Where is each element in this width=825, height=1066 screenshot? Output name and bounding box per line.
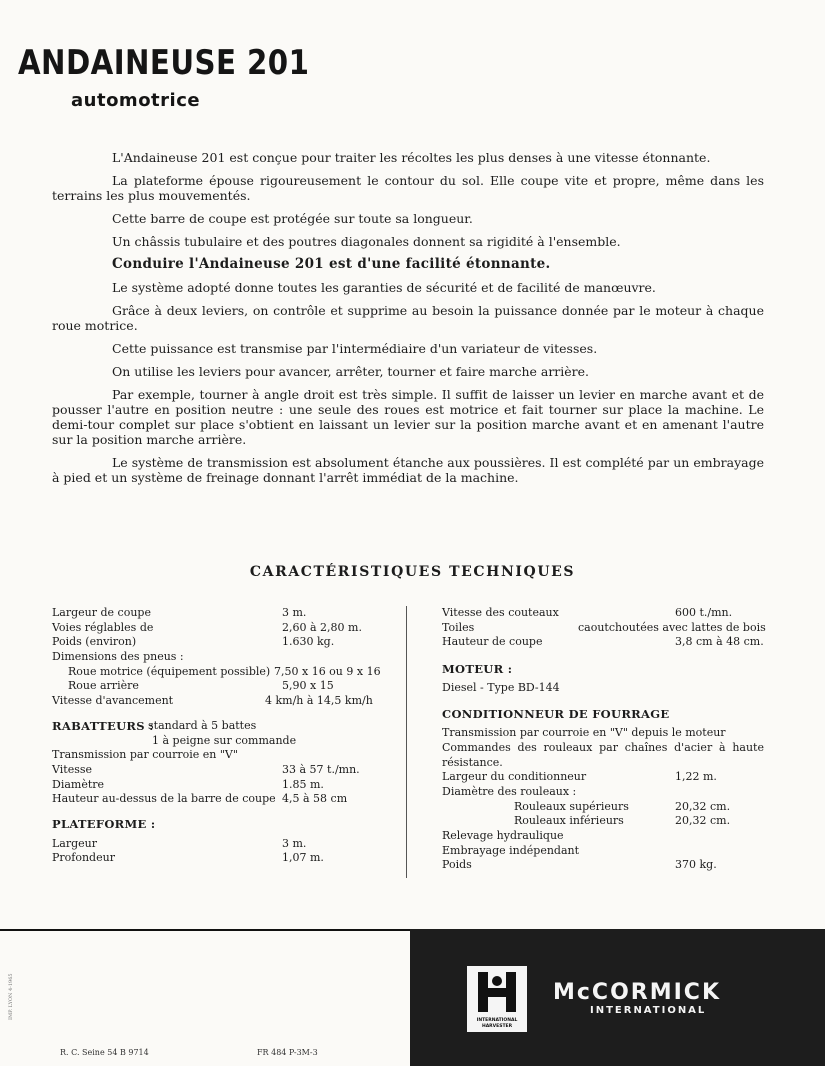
moteur-row [442,662,767,677]
intro-paragraph: Grâce à deux leviers, on contrôle et supprime au besoin la puissance donnée par le moteur à chaque roue motrice. [52,303,764,333]
spec-row [442,800,767,815]
spec-label: Transmission par courroie en "V" [52,748,238,762]
rabatteurs-row [52,719,382,734]
spec-value: 3 m. [282,606,307,619]
spec-value: 370 kg. [675,858,717,872]
intro-paragraph: La plateforme épouse rigoureusement le contour du sol. Elle coupe vite et propre, même dans les terrains les plus mouvementés. [52,173,764,203]
spec-label: Rouleaux inférieurs [514,814,624,828]
spec-label: Poids (environ) [52,635,137,649]
moteur-heading: MOTEUR : [442,662,513,677]
brand-name: McCORMICK [553,980,721,1005]
spec-label: Voies réglables de [52,620,154,634]
rabatteurs-line: 1 à peigne sur commande [152,733,297,747]
spec-row [52,694,382,709]
intro-paragraph: Par exemple, tourner à angle droit est très simple. Il suffit de laisser un levier en marche avant et de pousser l'autre en position neutre : une seule des roues est motrice et fait tourner sur place la machine. Le demi-tour complet sur place s'obtient en laissant un levier sur la position marche avant et en amenant l'autre sur la position marche arrière. [52,387,764,447]
spec-value: 1.630 kg. [282,635,335,649]
spec-row [52,679,382,694]
spec-label: Vitesse des couteaux [442,606,559,619]
ih-logo-text-line: HARVESTER [481,1023,513,1029]
intro-paragraph: L'Andaineuse 201 est conçue pour traiter les récoltes les plus denses à une vitesse étonnante. [112,150,711,165]
spec-value: caoutchoutées avec lattes de bois [578,620,766,634]
spec-label: Embrayage indépendant [442,843,580,857]
spec-label: Roue arrière [68,679,139,693]
spec-label: Toiles [442,620,475,634]
intro-paragraph: Le système de transmission est absolument étanche aux poussières. Il est complété par un embrayage à pied et un système de freinage donnant l'arrêt immédiat de la machine. [52,455,764,485]
intro-paragraph: On utilise les leviers pour avancer, arrêter, tourner et faire marche arrière. [112,364,590,379]
spec-row [52,851,382,866]
specs-right-column [442,606,767,873]
spec-row [442,858,767,873]
spec-label: Poids [442,858,472,872]
spec-label: Vitesse [52,762,92,776]
spec-row [442,606,767,621]
spec-label: Diamètre [52,777,105,791]
spec-row [52,778,382,793]
spec-row [442,785,767,800]
moteur-text: Diesel - Type BD-144 [442,680,560,694]
spec-row [442,844,767,859]
spec-row [52,763,382,778]
spec-value: 7,50 x 16 ou 9 x 16 [274,664,381,678]
conditionneur-line: Transmission par courroie en "V" depuis le moteur [442,726,726,740]
moteur-row [442,681,767,696]
footer-rule [0,929,410,931]
spec-row [442,621,767,636]
rabatteurs-row [52,734,382,749]
ih-logo-mark-icon [467,966,527,1018]
spec-row [52,792,382,807]
spec-label: Vitesse d'avancement [52,694,174,708]
spec-label: Relevage hydraulique [442,828,564,842]
spec-row [52,606,382,621]
registration-number: R. C. Seine 54 B 9714 [60,1048,149,1057]
spec-value: 600 t./mn. [675,606,733,619]
specs-left-column [52,606,382,866]
spec-label: Dimensions des pneus : [52,650,184,664]
rabatteurs-heading: RABATTEURS : [52,718,154,733]
intro-text [52,150,764,493]
spec-row [442,635,767,650]
spec-label: Profondeur [52,851,115,865]
spec-row [52,621,382,636]
spec-value: 4,5 à 58 cm [282,792,348,806]
document-code: FR 484 P-3M-3 [257,1048,318,1057]
spec-label: Largeur de coupe [52,606,151,619]
spec-row [52,650,382,665]
conditionneur-row [442,726,767,741]
spec-row [442,770,767,785]
intro-paragraph: Un châssis tubulaire et des poutres diagonales donnent sa rigidité à l'ensemble. [112,234,621,249]
spec-value: 3 m. [282,836,307,850]
spec-value: 20,32 cm. [675,814,731,828]
document-subtitle: automotrice [71,90,201,111]
spec-row [52,635,382,650]
spec-value: 33 à 57 t./mn. [282,762,360,776]
conditionneur-heading: CONDITIONNEUR DE FOURRAGE [442,707,670,722]
plateforme-row [52,817,382,832]
spec-label: Largeur du conditionneur [442,770,587,784]
spec-label: Diamètre des rouleaux : [442,784,577,798]
spec-value: 1,22 m. [675,770,717,784]
spec-label: Hauteur de coupe [442,635,543,649]
spec-row [52,748,382,763]
spec-label: Largeur [52,836,98,850]
ih-logo-text-line: INTERNATIONAL [476,1018,518,1023]
spec-row [442,829,767,844]
printer-code: IMP. LYON 4-1965 [8,973,14,1020]
spec-value: 2,60 à 2,80 m. [282,620,362,634]
spec-value: 1,07 m. [282,851,324,865]
spec-row [52,665,382,680]
spec-value: 3,8 cm à 48 cm. [675,635,764,649]
column-divider [406,606,407,878]
spec-label: Hauteur au-dessus de la barre de coupe [52,792,276,806]
intro-paragraph: Le système adopté donne toutes les garanties de sécurité et de facilité de manœuvre. [112,280,656,295]
spec-label: Rouleaux supérieurs [514,799,629,813]
spec-value: 4 km/h à 14,5 km/h [265,694,373,708]
ih-logo-text [467,1018,527,1029]
specs-title: CARACTÉRISTIQUES TECHNIQUES [249,564,576,580]
intro-bold-heading: Conduire l'Andaineuse 201 est d'une facilité étonnante. [112,256,551,272]
intro-paragraph: Cette barre de coupe est protégée sur toute sa longueur. [112,211,473,226]
spec-value: 1.85 m. [282,777,324,791]
document-title: ANDAINEUSE 201 [18,43,310,83]
spec-label: Roue motrice (équipement possible) [68,664,271,678]
intro-paragraph: Cette puissance est transmise par l'intermédiaire d'un variateur de vitesses. [112,341,598,356]
spec-row [52,837,382,852]
rabatteurs-line: standard à 5 battes [148,718,257,732]
plateforme-heading: PLATEFORME : [52,816,156,831]
spec-row [442,814,767,829]
conditionneur-row [442,707,767,722]
spec-value: 5,90 x 15 [282,679,334,693]
spec-value: 20,32 cm. [675,799,731,813]
brand-subtitle: INTERNATIONAL [590,1005,707,1016]
conditionneur-line: Commandes des rouleaux par chaînes d'acier à haute résistance. [442,740,764,769]
